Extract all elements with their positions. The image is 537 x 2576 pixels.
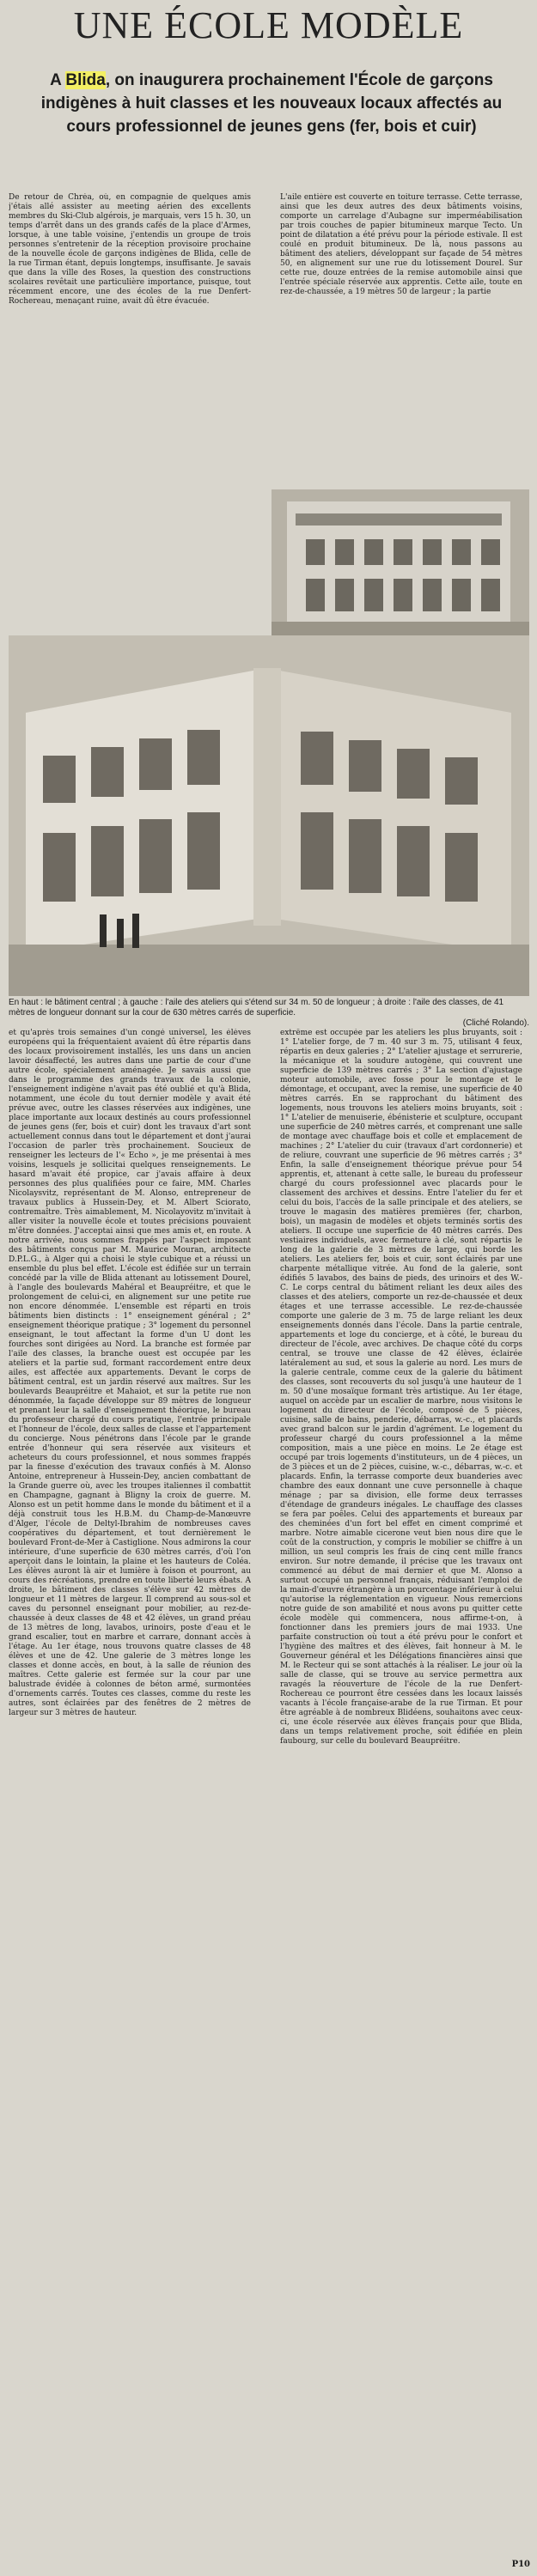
- school-photo-top: [272, 489, 529, 635]
- article-column-left-bottom: et qu'après trois semaines d'un congé universel, les élèves européens qui la fréquentaient avaient dû être répartis dans des locaux provisoirement installés, les uns dans un ancien lavoir désaffecté, les autres dans une partie de cour d'une autre école, spécialement aménagée. Je savais aussi que dans le programme des grands travaux de la colonie, l'enseignement indigène n'avait pas été oublié et qu'à Blida, notamment, une école du tout dernier modèle y avait été prévue avec, outre les classes réservées aux indigènes, une place importante aux locaux destinés au cours professionnel de jeunes gens (fer, bois et cuir) dont les travaux d'art sont actuellement connus dans tout le département et dont j'aurai l'occasion de parler très prochainement. Soucieux de renseigner les lecteurs de l'« Echo », je me présentai à mes voisins, lesquels je sollicitai quelques renseignements. Le hasard m'avait été propice, car j'avais affaire à deux personnes des plus qualifiées pour ce faire, MM. Charles Nicolaysvitz, représentant de M. Alonso, entrepreneur de travaux publics à Hussein-Dey, et M. Albert Sciorato, contremaître. Très aimablement, M. Nicolayovitz m'invitait à aller visiter la nouvelle école et toutes précisions pouvaient m'être données. J'acceptai ainsi que mes amis et, en route. A notre arrivée, nous sommes frappés par l'aspect imposant des bâtiments conçus par M. Maurice Mouran, architecte D.P.L.G., à Alger qui a choisi le style cubique et a réussi un ensemble du plus bel effet. L'école est édifiée sur un terrain concédé par la ville de Blida attenant au lotissement Dourel, à l'angle des boulevards Mahéral et Beaupréitre, et que le prolongement de celui-ci, en alignement sur une petite rue non encore dénommée. L'ensemble est réparti en trois bâtiments bien distincts : 1° enseignement général ; 2° enseignement théorique pratique ; 3° logement du personnel enseignant, le tout affectant la forme d'un U dont les fourches sont dirigées au Nord. La branche est formée par l'aile des classes, la branche ouest est occupée par les ateliers et la partie sud, formant raccordement entre deux ailes, est affectée aux appartements. Devant le corps de bâtiment central, est un jardin réservé aux maîtres. Sur les boulevards Beaupréitre et Mahaiot, et sur la petite rue non dénommée, la façade développe sur 89 mètres de longueur et prenant leur la salle d'enseignement théorique, le bureau du professeur chargé du cours pratique, l'entrée principale et l'honneur de l'école, deux salles de classe et l'appartement du concierge. Nous pénétrons dans l'école par le grande entrée d'honneur qui sera réservée aux visiteurs et acheteurs du cours professionnel, et nous sommes frappés par la finesse d'exécution des travaux confiés à M. Alonso Antoine, entrepreneur à Hussein-Dey, ancien combattant de la Grande guerre où, avec les troupes italiennes il combattit en Champagne, gagnant à Bligny la croix de guerre. M. Alonso est un petit homme dans le monde du bâtiment et il a déjà construit tous les H.B.M. du Champ-de-Manœuvre d'Alger, l'école de Deltyl-Ibrahim de nombreuses caves coopératives du département, et tout dernièrement le boulevard Front-de-Mer à Castiglione. Nous admirons la cour intérieure, d'une superficie de 630 mètres carrés, d'où l'on aperçoit dans le lointain, la plaine et les hauteurs de Coléa. Les élèves auront là air et lumière à foison et pourront, au cours des récréations, prendre en toute liberté leurs ébats. A droite, le bâtiment des classes s'élève sur 42 mètres de longueur et 11 mètres de largeur. Il comprend au sous-sol et caves du personnel enseignant pour mobilier, au rez-de-chaussée à deux classes de 48 et 42 élèves, un grand préau de 13 mètres de long, lavabos, urinoirs, poste d'eau et le grand escalier, tout en marbre et carrare, donnant accès à l'étage. Au 1er étage, nous trouvons quatre classes de 48 élèves et une de 42. Une galerie de 3 mètres longe les classes et donne accès, en bout, à la salle de réunion des maîtres. Cette galerie est fermée sur la cour par une balustrade évidée à colonnes de béton armé, surmontées d'ornements carrés. Toutes ces classes, comme du reste les autres, sont éclairées par des fenêtres de 2 mètres de largeur sur 3 mètres de hauteur.: [9, 1029, 251, 1717]
- headline: UNE ÉCOLE MODÈLE: [73, 4, 464, 46]
- building-photo-bottom: [9, 635, 529, 996]
- building-photo-top: [272, 489, 529, 635]
- school-photo-bottom: [9, 635, 529, 996]
- article-column-left-top: De retour de Chréa, où, en compagnie de quelques amis j'étais allé assister au meeting aérien des excellents membres du Ski-Club algérois, je marquais, vers 15 h. 30, un temps d'arrêt dans un des grands cafés de la place d'Armes, lorsque, à une table voisine, j'entendis un groupe de trois personnes s'entretenir de la réception provisoire prochaine de la nouvelle école de garçons indigènes de Blida, celle de la rue Tirman étant, depuis longtemps, insuffisante. Je savais que dans la ville des Roses, la question des constructions scolaires revêtait une particulière importance, puisque, tout récemment encore, une des écoles de la rue Denfert-Rochereau, menaçant ruine, avait dû être évacuée.: [9, 193, 251, 306]
- article-column-right-bottom: extrême est occupée par les ateliers les plus bruyants, soit : 1° L'atelier forge, de 7 m. 40 sur 3 m. 75, utilisant 4 feux, répartis en deux galeries ; 2° L'atelier ajustage et serrurerie, la mécanique et la soudure autogène, qui couvrent une superficie de 139 mètres carrés ; 3° La section d'ajustage moteur automobile, avec fosse pour le montage et le démontage, et occupant, avec la remise, une superficie de 40 mètres carrés. En se rapprochant du bâtiment des logements, nous trouvons les ateliers moins bruyants, soit : 1° L'atelier de menuiserie, ébénisterie et sculpture, occupant une superficie de 240 mètres carrés, et comprenant une salle de montage avec chauffage bois et colle et emplacement de machines ; 2° L'atelier du cuir (travaux d'art cordonnerie) et de reliure, couvrant une superficie de 96 mètres carrés ; 3° Enfin, la salle d'enseignement théorique prévue pour 54 apprentis, et, attenant à cette salle, le bureau du professeur chargé du cours professionnel avec placards pour le classement des archives et dessins. Entre l'atelier du fer et celui du bois, l'accès de la salle principale et des ateliers, se trouve le magasin des matières premières (fer, charbon, bois), un magasin de modèles et objets terminés sortis des ateliers. Il occupe une superficie de 40 mètres carrés. Des vestiaires individuels, avec fermeture à clé, sont répartis le long de la galerie de 3 mètres de large, qui borde les ateliers. Les ateliers fer, bois et cuir, sont éclairés par une charpente métallique vitrée. Au fond de la galerie, sont édifiés 5 lavabos, des bains de pieds, des urinoirs et des W.-C. Le corps central du bâtiment reliant les deux ailes des classes et des ateliers, comporte un rez-de-chaussée et deux étages et une terrasse accessible. Le rez-de-chaussée comporte une galerie de 3 m. 75 de large reliant les deux enseignements donnés dans l'école. Dans la partie centrale, appartements et loge du concierge, et à côté, le bureau du directeur de l'école, avec archives. De chaque côté du corps central, se trouve une classe de 42 élèves, éclairée latéralement au sud, et sous la galerie au nord. Les murs de la galerie centrale, comme ceux de la galerie du bâtiment des classes, sont recouverts du sol jusqu'à une hauteur de 1 m. 50 d'une mosaïque formant très artistique. Au 1er étage, auquel on accède par un escalier de marbre, nous visitons le logement du directeur de l'école, composé de 5 pièces, cuisine, salle de bains, penderie, débarras, w.-c., et placards avec grand balcon sur le jardin d'agrément. Le logement du professeur chargé du cours professionnel a la même composition, mais a une pièce en moins. Le 2e étage est occupé par trois logements d'instituteurs, un de 4 pièces, un de 3 pièces et un de 2 pièces, cuisine, w.-c., débarras, w.-c. et placards. Enfin, la terrasse comporte deux buanderies avec chambre des eaux donnant une cuve personnelle à chaque ménage ; par sa division, elle forme deux terrasses d'étendage de grandeurs inégales. Le chauffage des classes se fera par poêles. Celui des appartements et bureaux par des cheminées d'un fort bel effet en ciment comprimé et marbre. Notre aimable cicerone veut bien nous dire que le coût de la construction, y compris le mobilier se chiffre à un million, un seul compris les frais de cinq cent mille francs environ. Sur notre demande, il précise que les travaux ont commencé au début de mai dernier et que M. Alonso a surtout occupé un personnel français, réduisant l'emploi de la main-d'œuvre étrangère à un pourcentage inférieur à celui qu'autorise la réglementation en vigueur. Nous remercions notre guide de son amabilité et nous avons pu quitter cette école modèle qui commencera, nous affirme-t-on, à fonctionner dans les premiers jours de mai 1933. Une parfaite construction où tout a été prévu pour le confort et l'hygiène des maîtres et des élèves, fait honneur à M. le Gouverneur général et les Délégations financières ainsi que M. le Recteur qui se sont attachés à la réaliser. Le jour où la salle de classe, qui se trouve au service permettra aux ravagés la réouverture de l'école de la rue Denfert-Rochereau ce pourront être cessées dans les locaux laissés vacants à l'école française-arabe de la rue Tirman. Et pour être agréable à de nombreux Blidéens, souhaitons avec ceux-ci, une école réservée aux élèves français pour que Blida, dans un temps relativement proche, soit édifiée en plein faubourg, sur celle du boulevard Beaupréitre.: [280, 1029, 522, 1746]
- photo-caption: [9, 998, 529, 1028]
- photo-credit: (Cliché Rolando).: [462, 1018, 529, 1028]
- lower-columns: [9, 1029, 529, 2557]
- subhead-before: A: [50, 71, 66, 89]
- subhead-after: , on inaugurera prochainement l'École de garçons indigènes à huit classes et les nouveaux locaux affectés au cours professionnel de jeunes gens (fer, bois et cuir): [40, 71, 503, 136]
- top-columns: [9, 193, 529, 489]
- article-column-right-top: L'aile entière est couverte en toiture terrasse. Cette terrasse, ainsi que les deux autres des deux bâtiments voisins, comporte un carrelage d'Aubagne sur imperméabilisation par trois couches de papier bitumineux marque Tecto. Un point de dilatation a été prévu pour la période estivale. Il est coulé en produit bitumineux. De là, nous passons au bâtiment des ateliers, développant sur façade de 54 mètres 50, en alignement sur une rue du lotissement Dourel. Sur cette rue, douze entrées de la remise automobile ainsi que l'entrée spéciale réservée aux apprentis. Cette aile, toute en rez-de-chaussée, a 19 mètres 50 de largeur ; la partie: [280, 193, 522, 296]
- caption-text: En haut : le bâtiment central ; à gauche : l'aile des ateliers qui s'étend sur 34 m. 50 de longueur ; à droite : l'aile des classes, de 41 mètres de longueur donnant sur la cour de 630 mètres carrés de superficie.: [9, 998, 504, 1018]
- subhead-highlight-blida: Blida: [65, 71, 106, 89]
- author-signature: P10: [511, 2560, 530, 2569]
- subheadline: [22, 69, 521, 138]
